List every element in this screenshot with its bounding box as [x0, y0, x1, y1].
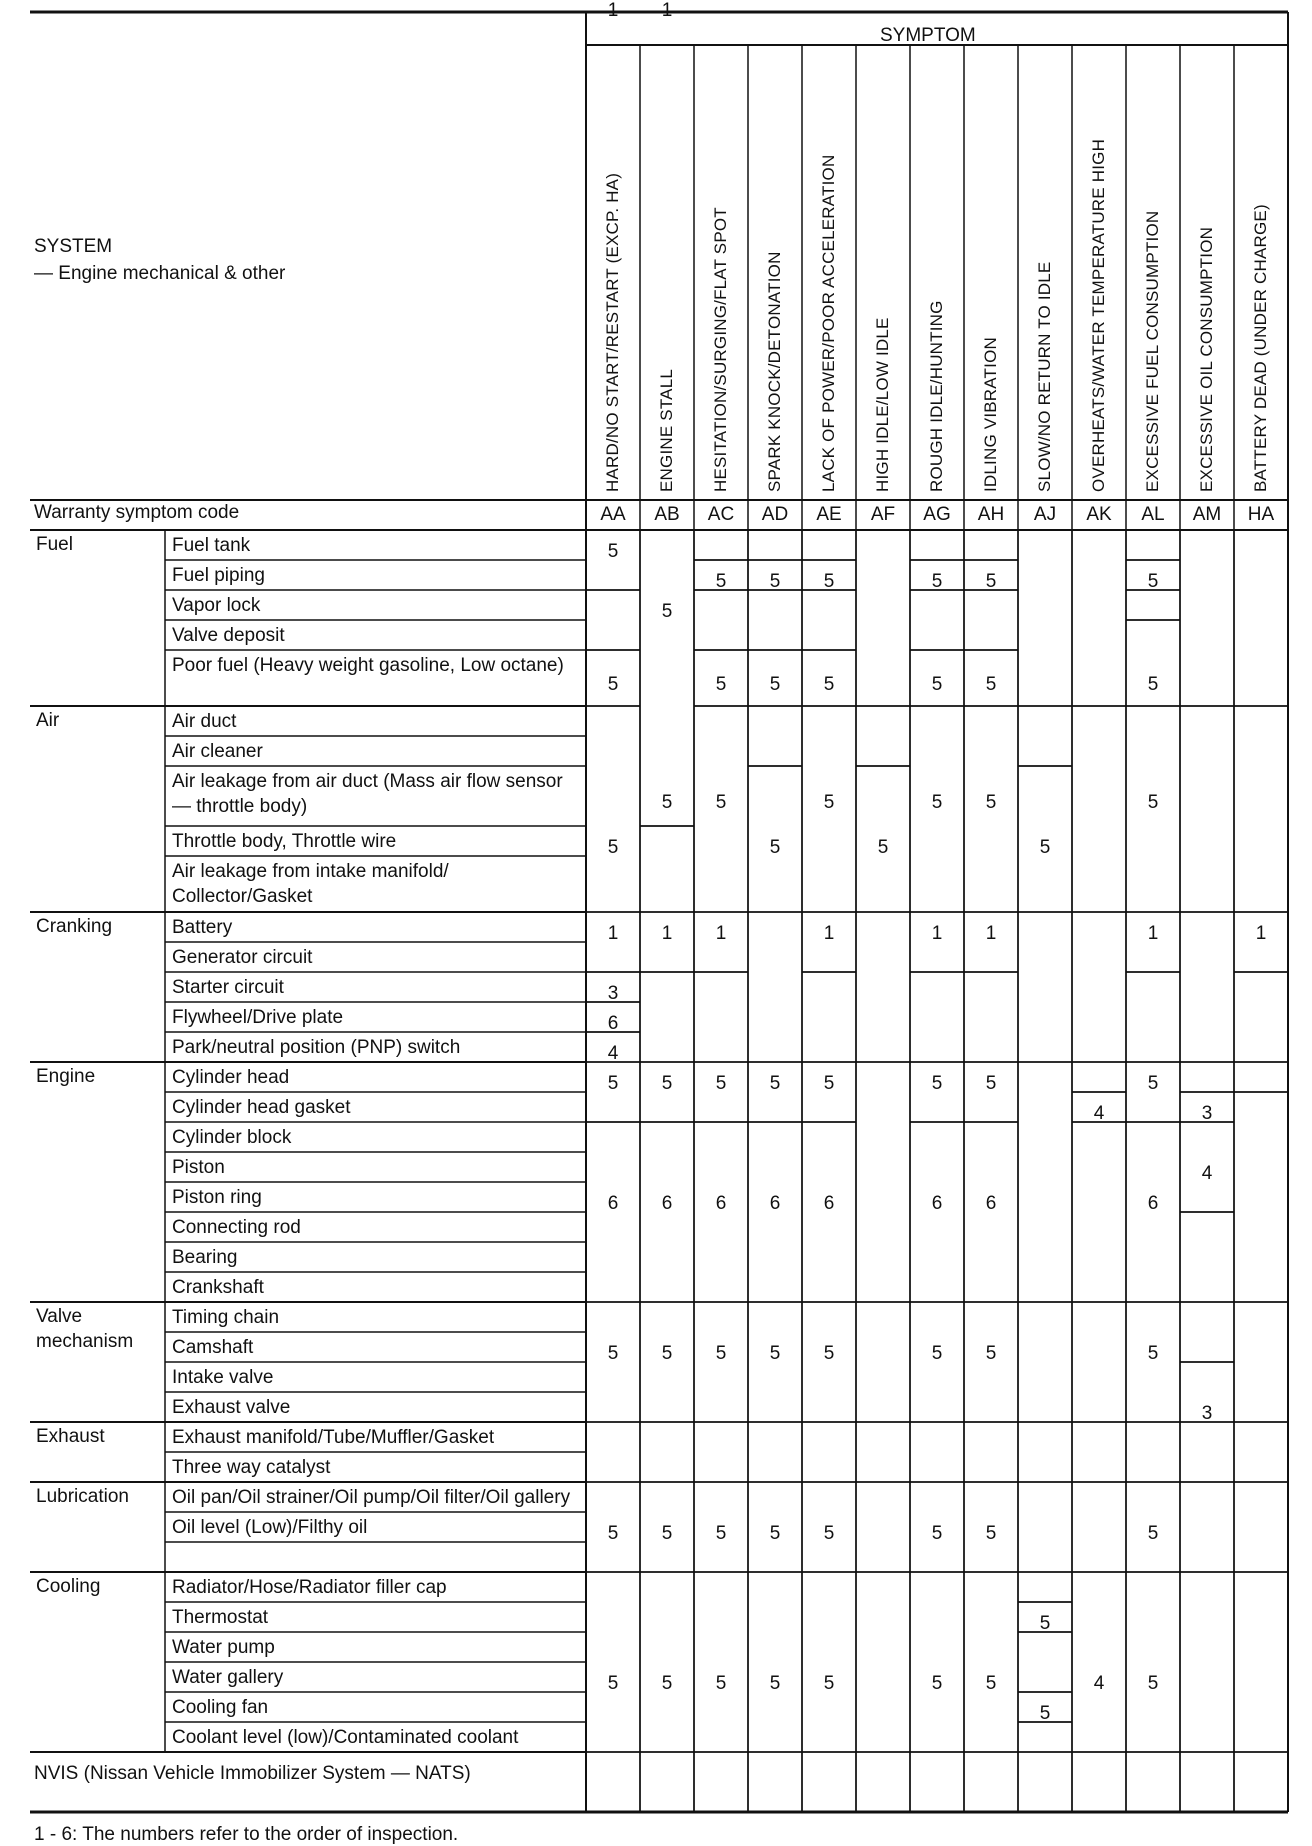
warranty-code: AD: [761, 504, 789, 525]
system-item-label: Fuel piping: [172, 565, 265, 586]
inspection-order-value: 1: [1255, 923, 1267, 944]
inspection-order-value: 5: [985, 1673, 997, 1694]
symptom-header: SLOW/NO RETURN TO IDLE: [1035, 261, 1054, 492]
inspection-order-value: 5: [985, 674, 997, 695]
inspection-order-value: 5: [1147, 1073, 1159, 1094]
inspection-order-value: 5: [1039, 1613, 1051, 1634]
system-group-label: Lubrication: [36, 1486, 129, 1507]
inspection-order-value: 5: [661, 1673, 673, 1694]
warranty-code: AG: [923, 504, 951, 525]
system-item-label: Camshaft: [172, 1337, 254, 1358]
inspection-order-value: 5: [931, 1673, 943, 1694]
inspection-order-value: 5: [661, 1343, 673, 1364]
inspection-order-value: 5: [661, 792, 673, 813]
inspection-order-value: 1: [661, 0, 673, 21]
warranty-code: AK: [1086, 504, 1112, 525]
system-group-label: Engine: [36, 1066, 96, 1087]
inspection-order-value: 5: [769, 1073, 781, 1094]
inspection-order-value: 5: [769, 674, 781, 695]
warranty-code: AM: [1192, 504, 1222, 525]
inspection-order-value: 5: [823, 674, 835, 695]
inspection-order-value: 1: [607, 923, 619, 944]
system-group-label: Cranking: [36, 916, 113, 937]
warranty-code: AL: [1141, 504, 1165, 525]
symptom-header: BATTERY DEAD (UNDER CHARGE): [1251, 204, 1270, 492]
system-item-label: Battery: [172, 917, 233, 938]
system-item-label: Poor fuel (Heavy weight gasoline, Low octane): [172, 655, 564, 676]
inspection-order-value: 1: [715, 923, 727, 944]
system-item-label: Valve deposit: [172, 625, 285, 646]
inspection-order-value: 5: [661, 1523, 673, 1544]
inspection-order-value: 5: [661, 1073, 673, 1094]
inspection-order-value: 5: [985, 571, 997, 592]
system-item-label: Radiator/Hose/Radiator filler cap: [172, 1577, 447, 1598]
system-item-label: Piston: [172, 1157, 225, 1178]
inspection-order-value: 5: [877, 837, 889, 858]
system-item-label: Crankshaft: [172, 1277, 264, 1298]
inspection-order-value: 5: [769, 571, 781, 592]
warranty-code: AA: [600, 504, 626, 525]
system-item-label: Fuel tank: [172, 535, 251, 556]
inspection-order-value: 1: [931, 923, 943, 944]
system-group-label: Air: [36, 710, 60, 731]
symptom-header: HARD/NO START/RESTART (EXCP. HA): [603, 172, 622, 492]
nvis-label: NVIS (Nissan Vehicle Immobilizer System — NATS): [34, 1763, 471, 1784]
inspection-order-value: 5: [931, 571, 943, 592]
inspection-order-value: 6: [607, 1193, 619, 1214]
system-item-label: Oil pan/Oil strainer/Oil pump/Oil filter/Oil gallery: [172, 1487, 571, 1508]
inspection-order-value: 1: [985, 923, 997, 944]
inspection-order-value: 5: [931, 1073, 943, 1094]
system-item-label: Cylinder head: [172, 1067, 290, 1088]
symptom-header: EXCESSIVE FUEL CONSUMPTION: [1143, 210, 1162, 492]
inspection-order-value: 5: [1147, 1343, 1159, 1364]
warranty-code: AF: [870, 504, 896, 525]
inspection-order-value: 5: [769, 1523, 781, 1544]
inspection-order-value: 5: [931, 1523, 943, 1544]
symptom-header: IDLING VIBRATION: [981, 337, 1000, 492]
inspection-order-value: 5: [607, 1343, 619, 1364]
system-item-label: Generator circuit: [172, 947, 313, 968]
inspection-order-value: 3: [607, 983, 619, 1004]
system-item-label: Intake valve: [172, 1367, 274, 1388]
system-group-label: Fuel: [36, 534, 73, 555]
inspection-order-value: 3: [1201, 1103, 1213, 1124]
system-item-label: Coolant level (low)/Contaminated coolant: [172, 1727, 519, 1748]
inspection-order-value: 5: [607, 674, 619, 695]
inspection-order-value: 5: [607, 837, 619, 858]
inspection-order-value: 6: [661, 1193, 673, 1214]
inspection-order-value: 5: [985, 1073, 997, 1094]
inspection-order-value: 5: [1039, 1703, 1051, 1724]
warranty-code: AE: [816, 504, 842, 525]
inspection-order-value: 5: [1147, 674, 1159, 695]
system-item-label: Air leakage from air duct (Mass air flow sensor — throttle body): [172, 771, 563, 817]
inspection-order-value: 5: [715, 1343, 727, 1364]
inspection-order-value: 5: [661, 601, 673, 622]
system-item-label: Oil level (Low)/Filthy oil: [172, 1517, 368, 1538]
symptom-title: SYMPTOM: [880, 25, 976, 46]
inspection-order-value: 5: [769, 837, 781, 858]
inspection-order-value: 5: [715, 792, 727, 813]
inspection-order-value: 5: [985, 792, 997, 813]
warranty-symptom-label: Warranty symptom code: [34, 502, 240, 523]
inspection-order-value: 4: [1201, 1163, 1213, 1184]
inspection-order-value: 5: [715, 1073, 727, 1094]
inspection-order-value: 5: [769, 1673, 781, 1694]
inspection-order-value: 6: [715, 1193, 727, 1214]
system-item-label: Bearing: [172, 1247, 238, 1268]
warranty-code: HA: [1247, 504, 1275, 525]
system-item-label: Thermostat: [172, 1607, 269, 1628]
inspection-order-value: 5: [823, 1523, 835, 1544]
inspection-order-value: 5: [715, 1523, 727, 1544]
inspection-order-value: 5: [769, 1343, 781, 1364]
inspection-order-value: 4: [1093, 1103, 1105, 1124]
inspection-order-value: 6: [769, 1193, 781, 1214]
inspection-order-value: 6: [931, 1193, 943, 1214]
warranty-code: AB: [654, 504, 680, 525]
inspection-order-value: 6: [607, 1013, 619, 1034]
inspection-order-value: 3: [1201, 1403, 1213, 1424]
symptom-header: ENGINE STALL: [657, 368, 676, 492]
inspection-order-value: 5: [1147, 792, 1159, 813]
inspection-order-value: 1: [1147, 923, 1159, 944]
system-item-label: Throttle body, Throttle wire: [172, 831, 397, 852]
inspection-order-value: 6: [823, 1193, 835, 1214]
system-group-label: Cooling: [36, 1576, 101, 1597]
inspection-order-value: 5: [985, 1343, 997, 1364]
inspection-order-value: 5: [823, 571, 835, 592]
inspection-order-value: 6: [985, 1193, 997, 1214]
system-item-label: Starter circuit: [172, 977, 284, 998]
system-item-label: Exhaust valve: [172, 1397, 291, 1418]
system-item-label: Connecting rod: [172, 1217, 301, 1238]
inspection-order-value: 5: [823, 1673, 835, 1694]
inspection-order-value: 5: [1147, 1673, 1159, 1694]
inspection-order-value: 4: [1093, 1673, 1105, 1694]
system-item-label: Cylinder block: [172, 1127, 292, 1148]
system-item-label: Piston ring: [172, 1187, 262, 1208]
inspection-order-value: 6: [1147, 1193, 1159, 1214]
system-item-label: Cylinder head gasket: [172, 1097, 351, 1118]
system-title: SYSTEM: [34, 236, 113, 257]
system-subtitle: — Engine mechanical & other: [34, 263, 286, 284]
system-group-label: Exhaust: [36, 1426, 105, 1447]
inspection-order-value: 5: [931, 1343, 943, 1364]
inspection-order-value: 5: [1039, 837, 1051, 858]
system-item-label: Vapor lock: [172, 595, 261, 616]
system-item-label: Air cleaner: [172, 741, 263, 762]
system-item-label: Air duct: [172, 711, 237, 732]
inspection-order-value: 1: [661, 923, 673, 944]
inspection-order-value: 5: [931, 792, 943, 813]
symptom-header: HESITATION/SURGING/FLAT SPOT: [711, 207, 730, 492]
inspection-order-value: 5: [715, 571, 727, 592]
system-item-label: Exhaust manifold/Tube/Muffler/Gasket: [172, 1427, 495, 1448]
warranty-code: AJ: [1033, 504, 1057, 525]
inspection-order-value: 5: [607, 1073, 619, 1094]
system-item-label: Water gallery: [172, 1667, 284, 1688]
symptom-header: ROUGH IDLE/HUNTING: [927, 300, 946, 492]
inspection-order-value: 5: [931, 674, 943, 695]
inspection-order-value: 5: [715, 674, 727, 695]
system-item-label: Flywheel/Drive plate: [172, 1007, 344, 1028]
system-item-label: Timing chain: [172, 1307, 280, 1328]
inspection-order-value: 4: [607, 1043, 619, 1064]
inspection-order-value: 5: [715, 1673, 727, 1694]
symptom-header: HIGH IDLE/LOW IDLE: [873, 317, 892, 492]
inspection-order-value: 5: [607, 1523, 619, 1544]
system-item-label: Water pump: [172, 1637, 275, 1658]
symptom-header: OVERHEATS/WATER TEMPERATURE HIGH: [1089, 138, 1108, 492]
inspection-order-value: 5: [607, 1673, 619, 1694]
symptom-header: LACK OF POWER/POOR ACCELERATION: [819, 154, 838, 492]
system-group-label: Valve mechanism: [36, 1306, 134, 1352]
inspection-order-value: 5: [1147, 571, 1159, 592]
symptom-header: SPARK KNOCK/DETONATION: [765, 251, 784, 492]
warranty-code: AC: [707, 504, 735, 525]
inspection-order-value: 1: [607, 0, 619, 21]
inspection-order-value: 5: [823, 1343, 835, 1364]
inspection-order-value: 5: [607, 541, 619, 562]
warranty-code: AH: [977, 504, 1005, 525]
inspection-order-value: 5: [985, 1523, 997, 1544]
symptom-header: EXCESSIVE OIL CONSUMPTION: [1197, 226, 1216, 492]
inspection-order-value: 5: [1147, 1523, 1159, 1544]
system-item-label: Cooling fan: [172, 1697, 269, 1718]
inspection-order-value: 5: [823, 792, 835, 813]
inspection-order-value: 1: [823, 923, 835, 944]
system-item-label: Park/neutral position (PNP) switch: [172, 1037, 461, 1058]
system-item-label: Three way catalyst: [172, 1457, 331, 1478]
inspection-order-value: 5: [823, 1073, 835, 1094]
system-item-label: Air leakage from intake manifold/ Collector/Gasket: [172, 861, 449, 907]
footnote: 1 - 6: The numbers refer to the order of inspection.: [34, 1824, 459, 1845]
